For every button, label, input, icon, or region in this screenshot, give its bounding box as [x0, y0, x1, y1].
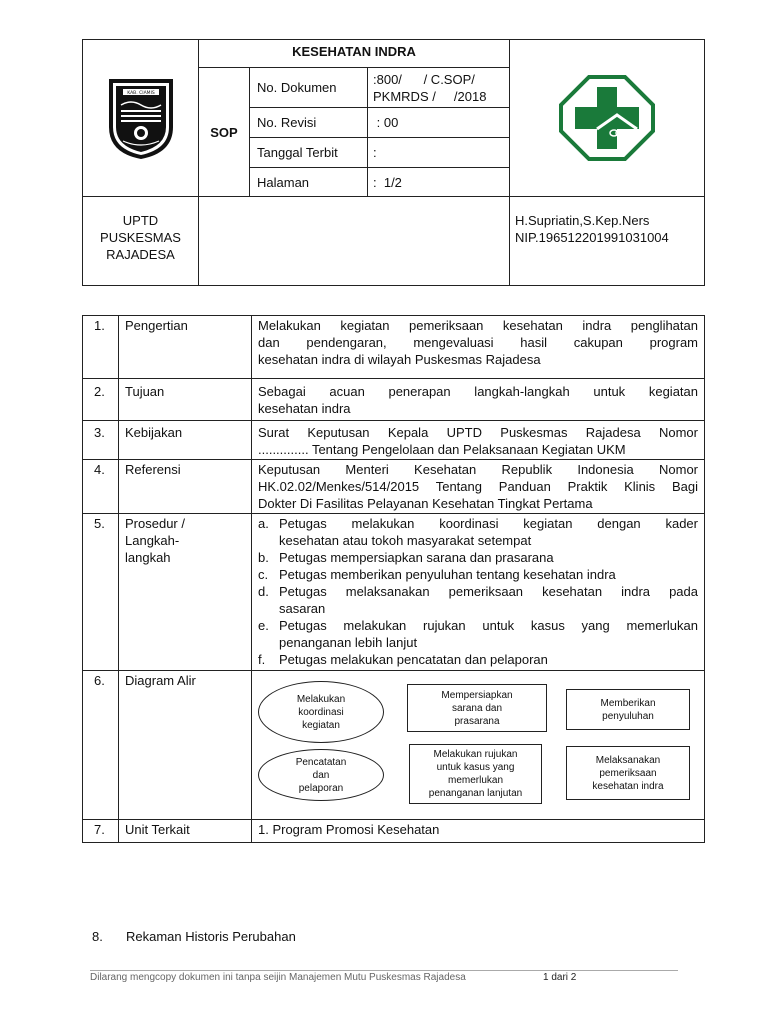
puskesmas-logo [559, 75, 655, 161]
section-text: 1. Program Promosi Kesehatan [252, 820, 705, 843]
section-row: 2. Tujuan Sebagai acuan penerapan langkah-langkah untuk kegiatan kesehatan indra [83, 379, 705, 421]
list-item: f. Petugas melakukan pencatatan dan pelaporan [258, 652, 548, 667]
section-text: Keputusan Menteri Kesehatan Republik Indonesia Nomor HK.02.02/Menkes/514/2015 Tentang Panduan Praktik Klinis Bagi Dokter Di Fasilitas Pelayanan Kesehatan Tingkat Pertama [252, 460, 705, 514]
signer-nip: NIP.196512201991031004 [515, 230, 669, 245]
right-logo-cell [510, 40, 705, 197]
flow-diagram [252, 671, 705, 820]
section-row: 6. Diagram Alir Melakukan koordinasi kegiatan Mempersiapkan sarana dan prasarana Memberikan penyuluhan Pencatatan dan pelaporan Melakukan rujukan untuk kasus yang memerlukan penanganan lanjutan Melaksanakan pemeriksaan kesehatan indra [83, 671, 705, 820]
sop-header-table [82, 39, 705, 286]
section-row: 7. Unit Terkait 1. Program Promosi Kesehatan [83, 820, 705, 843]
left-logo-cell [83, 40, 199, 197]
section-row: 1. Pengertian Melakukan kegiatan pemeriksaan kesehatan indra penglihatan dan pendengaran, mengevaluasi hasil cakupan program kesehatan indra di wilayah Puskesmas Rajadesa [83, 316, 705, 379]
organization-name: UPTD PUSKESMAS RAJADESA [83, 197, 199, 286]
section-text: Surat Keputusan Kepala UPTD Puskesmas Rajadesa Nomor .............. Tentang Pengelolaan dan Pelaksanaan Kegiatan UKM [252, 421, 705, 460]
signer-name: H.Supriatin,S.Kep.Ners [515, 213, 650, 228]
issue-date-label: Tanggal Terbit [250, 138, 368, 168]
list-item: b. Petugas mempersiapkan sarana dan prasarana [258, 550, 554, 565]
history-section-number: 8. [92, 929, 103, 944]
section-row: 3. Kebijakan Surat Keputusan Kepala UPTD Puskesmas Rajadesa Nomor .............. Tentang Pengelolaan dan Pelaksanaan Kegiatan UKM [83, 421, 705, 460]
procedure-steps [252, 514, 705, 671]
sop-label: SOP [199, 68, 250, 197]
list-item: d. Petugas melaksanakan pemeriksaan kesehatan indra pada sasaran [258, 584, 698, 616]
doc-number-value: :800/ / C.SOP/ PKMRDS / /2018 [368, 68, 510, 108]
ciamis-regency-logo [105, 75, 177, 161]
flow-step-examination: Melaksanakan pemeriksaan kesehatan indra [566, 746, 690, 800]
list-item: e. Petugas melakukan rujukan untuk kasus yang memerlukan penanganan lebih lanjut [258, 618, 698, 650]
footer-notice: Dilarang mengcopy dokumen ini tanpa seijin Manajemen Mutu Puskesmas Rajadesa [90, 972, 466, 983]
document-title: KESEHATAN INDRA [199, 40, 510, 68]
page-value: : 1/2 [368, 168, 510, 197]
flow-step-coordination: Melakukan koordinasi kegiatan [258, 681, 384, 743]
signature-area [199, 197, 510, 286]
section-text: Melakukan kegiatan pemeriksaan kesehatan indra penglihatan dan pendengaran, mengevaluasi hasil cakupan program kesehatan indra di wilayah Puskesmas Rajadesa [252, 316, 705, 379]
signer-block [510, 197, 705, 286]
revision-label: No. Revisi [250, 108, 368, 138]
list-item: a. Petugas melakukan koordinasi kegiatan dengan kader kesehatan atau tokoh masyarakat setempat [258, 516, 698, 548]
svg-text:KAB. CIAMIS: KAB. CIAMIS [126, 91, 155, 96]
flow-step-referral: Melakukan rujukan untuk kasus yang memerlukan penanganan lanjutan [409, 744, 542, 804]
footer-page-number: 1 dari 2 [543, 972, 577, 983]
page-label: Halaman [250, 168, 368, 197]
doc-number-label: No. Dokumen [250, 68, 368, 108]
flow-step-recording: Pencatatan dan pelaporan [258, 749, 384, 801]
revision-value: : 00 [368, 108, 510, 138]
history-section-title: Rekaman Historis Perubahan [126, 929, 296, 944]
footer-divider [90, 970, 678, 971]
section-row: 5. Prosedur / Langkah- langkah a. Petugas melakukan koordinasi kegiatan dengan kader kesehatan atau tokoh masyarakat setempat b. Petugas mempersiapkan sarana dan prasarana c. Petugas memberikan penyuluhan tentang kesehatan indra d. Petugas melaksanakan pemeriksaan kesehatan indra pada sasaran e. Petugas melakukan rujukan untuk kasus yang memerlukan penanganan lebih lanjut f. Petugas melakukan pencatatan dan pelaporan [83, 514, 705, 671]
section-text: Sebagai acuan penerapan langkah-langkah untuk kegiatan kesehatan indra [252, 379, 705, 421]
flow-step-counseling: Memberikan penyuluhan [566, 689, 690, 730]
list-item: c. Petugas memberikan penyuluhan tentang kesehatan indra [258, 567, 616, 582]
sop-content-table [82, 315, 705, 843]
issue-date-value: : [368, 138, 510, 168]
section-row: 4. Referensi Keputusan Menteri Kesehatan Republik Indonesia Nomor HK.02.02/Menkes/514/2015 Tentang Panduan Praktik Klinis Bagi Dokter Di Fasilitas Pelayanan Kesehatan Tingkat Pertama [83, 460, 705, 514]
flow-step-preparation: Mempersiapkan sarana dan prasarana [407, 684, 547, 732]
